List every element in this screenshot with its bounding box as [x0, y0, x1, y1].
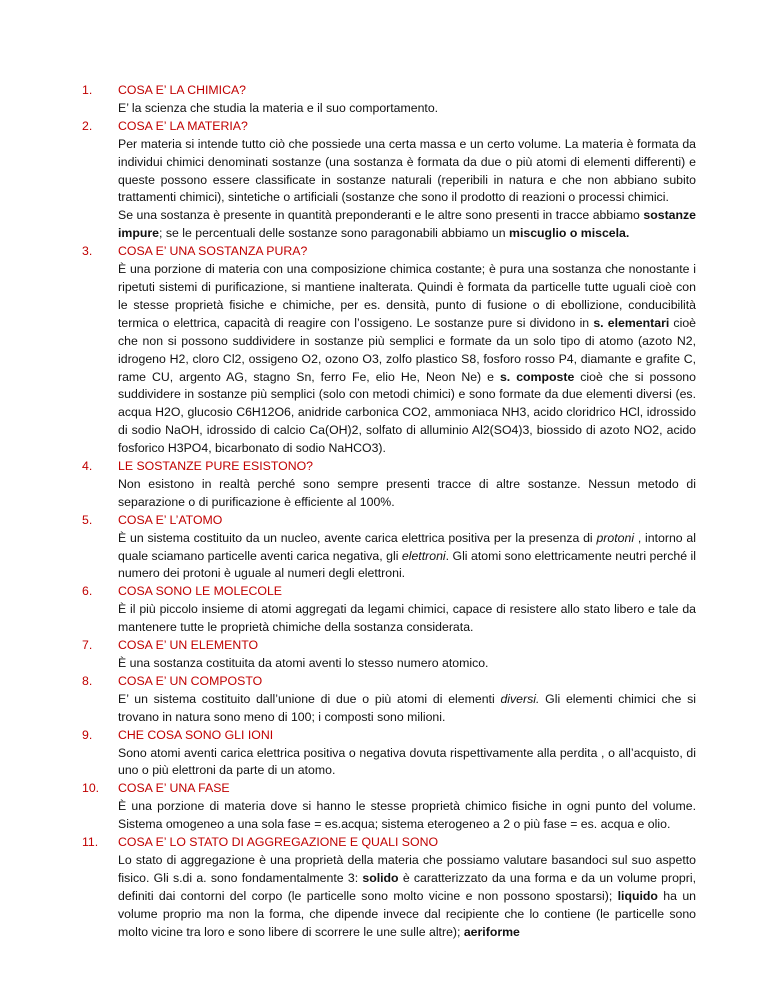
question-heading: COSA E’ UN COMPOSTO — [118, 673, 263, 688]
question-heading: LE SOSTANZE PURE ESISTONO? — [118, 459, 313, 474]
answer-text-run: Lo stato di aggregazione è una proprietà della materia che possiamo valutare basandoci sul suo aspetto fisico. Gli s.di a. sono fondamentalmente 3: — [118, 852, 696, 885]
item-number: 6. — [82, 584, 93, 599]
item-number: 5. — [82, 512, 93, 527]
item-number: 4. — [82, 459, 93, 474]
list-item — [82, 583, 696, 637]
question-heading: COSA E’ LA CHIMICA? — [118, 83, 247, 97]
answer-text-run: Gli elementi chimici che si trovano in natura sono meno di 100; i composti sono milioni. — [118, 691, 697, 724]
answer-text — [118, 207, 696, 243]
bold-term: miscuglio o miscela. — [509, 226, 630, 241]
list-item — [82, 82, 696, 118]
question-heading: COSA E’ UN ELEMENTO — [118, 638, 259, 653]
bold-term: s. composte — [499, 369, 575, 384]
answer-text-run: ; se le percentuali delle sostanze sono paragonabili abbiamo un — [159, 226, 510, 241]
question-heading: COSA E’ UNA FASE — [118, 781, 230, 796]
item-number: 1. — [82, 83, 93, 97]
answer-text-run: , intorno al quale sciamano particelle aventi carica negativa, gli — [118, 530, 696, 563]
list-item — [82, 780, 696, 834]
question-heading: COSA E’ L’ATOMO — [118, 512, 223, 527]
answer-text — [118, 852, 696, 942]
italic-term: elettroni — [401, 548, 446, 563]
question-heading: COSA E’ LA MATERIA? — [118, 118, 248, 133]
answer-text: È una porzione di materia dove si hanno le stesse proprietà chimico fisiche in ogni punto del volume. Sistema omogeneo a una sola fase = es.acqua; sistema eterogeneo a 2 o più fase = es. acqua e olio. — [118, 799, 696, 832]
item-number: 3. — [82, 244, 93, 259]
italic-term: protoni — [596, 530, 635, 545]
answer-text-run: . Gli atomi sono elettricamente neutri perché il numero dei protoni è uguale al numeri degli elettroni. — [118, 548, 697, 581]
answer-text: E’ la scienza che studia la materia e il suo comportamento. — [118, 100, 439, 115]
bold-term: sostanze impure — [118, 208, 696, 241]
answer-text-run: cioè che non si possono suddividere in sostanze più semplici e formate da un solo tipo di atomo (azoto N2, idrogeno H2, cloro Cl2, ossigeno O2, ozono O3, zolfo plastico S8, fosforo rosso P4, diamante e grafite C, rame CU, argento AG, stagno Sn, ferro Fe, elio He, Neon Ne) e — [118, 315, 696, 384]
item-number: 9. — [82, 727, 93, 742]
bold-term: solido — [362, 870, 399, 885]
list-item — [82, 673, 696, 727]
item-number: 8. — [82, 673, 93, 688]
answer-text-run: cioè che si possono suddividere in sostanze più semplici (solo con metodi chimici) e sono formate da due elementi diversi (es. acqua H2O, glucosio C6H12O6, anidride carbonica CO2, ammoniaca NH3, acido cloridrico HCl, idrossido di sodio NaOH, idrossido di calcio Ca(OH)2, solfato di alluminio Al2(SO4)3, biossido di azoto NO2, acido fosforico H3PO4, bicarbonato di sodio NaHCO3). — [118, 369, 696, 456]
bold-term: s. elementari — [593, 315, 670, 330]
answer-text — [118, 691, 696, 727]
item-number: 7. — [82, 638, 93, 653]
list-item — [82, 637, 696, 673]
answer-text — [118, 530, 696, 584]
item-number: 11. — [82, 835, 99, 850]
answer-text-run: E’ un sistema costituito dall’unione di due o più atomi di elementi — [118, 691, 501, 706]
question-heading: COSA E’ UNA SOSTANZA PURA? — [118, 244, 308, 259]
item-number: 10. — [82, 781, 100, 796]
question-list — [82, 82, 696, 942]
answer-text: Sono atomi aventi carica elettrica positiva o negativa dovuta rispettivamente alla perdita , o all’acquisto, di uno o più elettroni da parte di un atomo. — [118, 745, 696, 778]
bold-term: liquido — [617, 888, 658, 903]
answer-text: Non esistono in realtà perché sono sempre presenti tracce di altre sostanze. Nessun metodo di separazione o di purificazione è efficiente al 100%. — [118, 476, 696, 509]
bold-term: aeriforme — [463, 924, 520, 939]
answer-text: Per materia si intende tutto ciò che possiede una certa massa e un certo volume. La materia è formata da individui chimici denominati sostanze (una sostanza è formata da due o più atomi di elementi differenti) e queste possono essere classificate in sostanze naturali (reperibili in natura e che non abbiano subito trattamenti chimici), sintetiche o artificiali (sostanze che sono il prodotto di reazioni o processi chimici. — [118, 136, 696, 205]
item-number: 2. — [82, 118, 93, 133]
question-heading: CHE COSA SONO GLI IONI — [118, 727, 274, 742]
question-heading: COSA E’ LO STATO DI AGGREGAZIONE E QUALI SONO — [118, 835, 439, 850]
answer-text: È il più piccolo insieme di atomi aggregati da legami chimici, capace di resistere allo stato libero e tale da mantenere tutte le proprietà chimiche della sostanza considerata. — [118, 602, 696, 635]
answer-text-run: È un sistema costituito da un nucleo, avente carica elettrica positiva per la presenza di — [118, 530, 597, 545]
list-item — [82, 118, 696, 243]
list-item — [82, 458, 696, 512]
question-heading: COSA SONO LE MOLECOLE — [118, 584, 283, 599]
answer-text-run: Se una sostanza è presente in quantità preponderanti e le altre sono presenti in tracce abbiamo — [118, 208, 644, 223]
list-item — [82, 834, 696, 941]
answer-text-run: è caratterizzato da una forma e da un volume propri, definiti dai contorni del corpo (le particelle sono molto vicine e non possono spostarsi); — [118, 870, 697, 903]
list-item — [82, 727, 696, 781]
answer-text-run: È una porzione di materia con una composizione chimica costante; è pura una sostanza che nonostante i ripetuti sistemi di purificazione, si mantiene inalterata. Quindi è formata da particelle tutte uguali cioè con le stesse proprietà fisiche e chimiche, per es. densità, punto di fusione o di ebollizione, conducibilità termica o elettrica, capacità di reagire con l’ossigeno. Le sostanze pure si dividono in — [118, 262, 696, 330]
list-item — [82, 243, 696, 458]
answer-text: È una sostanza costituita da atomi aventi lo stesso numero atomico. — [118, 656, 489, 670]
italic-term: diversi. — [500, 691, 540, 706]
answer-text-run: ha un volume proprio ma non la forma, che dipende invece dal recipiente che lo contiene (le particelle sono molto vicine tra loro e sono libere di scorrere le une sulle altre); — [118, 888, 696, 939]
list-item — [82, 512, 696, 584]
answer-text — [118, 261, 696, 458]
